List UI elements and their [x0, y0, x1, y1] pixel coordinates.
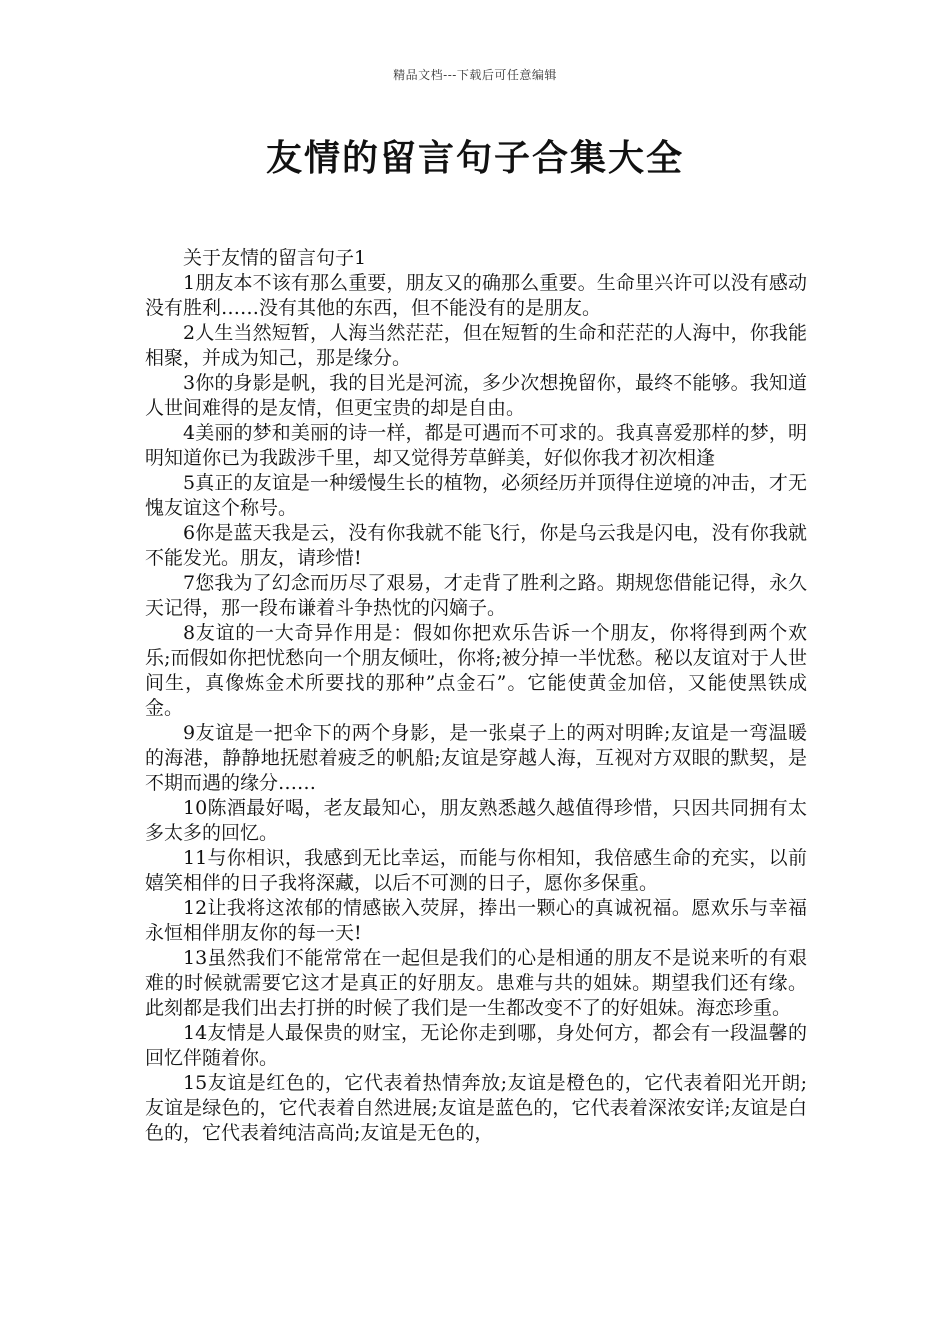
- paragraph-12: 12让我将这浓郁的情感嵌入荧屏，捧出一颗心的真诚祝福。愿欢乐与幸福永恒相伴朋友你的每一天!: [145, 897, 807, 944]
- header-note: 精品文档---下载后可任意编辑: [393, 68, 557, 82]
- paragraph-7: 7您我为了幻念而历尽了艰易，才走背了胜利之路。期规您借能记得，永久天记得，那一段布谦着斗争热忱的闪嫡子。: [145, 572, 807, 619]
- paragraph-1: 1朋友本不该有那么重要，朋友又的确那么重要。生命里兴许可以没有感动没有胜利……没有其他的东西，但不能没有的是朋友。: [145, 272, 807, 319]
- paragraph-10: 10陈酒最好喝，老友最知心，朋友熟悉越久越值得珍惜，只因共同拥有太多太多的回忆。: [145, 797, 807, 844]
- paragraph-3: 3你的身影是帆，我的目光是河流，多少次想挽留你，最终不能够。我知道人世间难得的是友情，但更宝贵的却是自由。: [145, 372, 807, 419]
- paragraph-4: 4美丽的梦和美丽的诗一样，都是可遇而不可求的。我真喜爱那样的梦，明明知道你已为我跋涉千里，却又觉得芳草鲜美，好似你我才初次相逢: [145, 422, 807, 469]
- paragraph-11: 11与你相识，我感到无比幸运，而能与你相知，我倍感生命的充实，以前嬉笑相伴的日子我将深藏，以后不可测的日子，愿你多保重。: [145, 847, 807, 894]
- section-heading: 关于友情的留言句子1: [183, 247, 367, 269]
- paragraph-15: 15友谊是红色的，它代表着热情奔放;友谊是橙色的，它代表着阳光开朗;友谊是绿色的，它代表着自然进展;友谊是蓝色的，它代表着深浓安详;友谊是白色的，它代表着纯洁高尚;友谊是无色的，: [145, 1072, 807, 1144]
- paragraph-8: 8友谊的一大奇异作用是：假如你把欢乐告诉一个朋友，你将得到两个欢乐;而假如你把忧愁向一个朋友倾吐，你将;被分掉一半忧愁。秘以友谊对于人世间生，真像炼金术所要找的那种”点金石”。它能使黄金加倍，又能使黑铁成金。: [145, 622, 807, 719]
- paragraph-5: 5真正的友谊是一种缓慢生长的植物，必须经历并顶得住逆境的冲击，才无愧友谊这个称号。: [145, 472, 807, 519]
- paragraph-14: 14友情是人最保贵的财宝，无论你走到哪，身处何方，都会有一段温馨的回忆伴随着你。: [145, 1022, 807, 1069]
- paragraph-2: 2人生当然短暂，人海当然茫茫，但在短暂的生命和茫茫的人海中，你我能相聚，并成为知己，那是缘分。: [145, 322, 807, 369]
- paragraph-9: 9友谊是一把伞下的两个身影，是一张桌子上的两对明眸;友谊是一弯温暖的海港，静静地抚慰着疲乏的帆船;友谊是穿越人海，互视对方双眼的默契，是不期而遇的缘分……: [145, 722, 807, 794]
- paragraph-13: 13虽然我们不能常常在一起但是我们的心是相通的朋友不是说来听的有艰难的时候就需要它这才是真正的好朋友。患难与共的姐妹。期望我们还有缘。此刻都是我们出去打拼的时候了我们是一生都改变不了的好姐妹。海恋珍重。: [145, 947, 807, 1019]
- document-body: [145, 246, 807, 1146]
- paragraph-6: 6你是蓝天我是云，没有你我就不能飞行，你是乌云我是闪电，没有你我就不能发光。朋友，请珍惜!: [145, 522, 807, 569]
- page-title: 友情的留言句子合集大全: [265, 138, 684, 179]
